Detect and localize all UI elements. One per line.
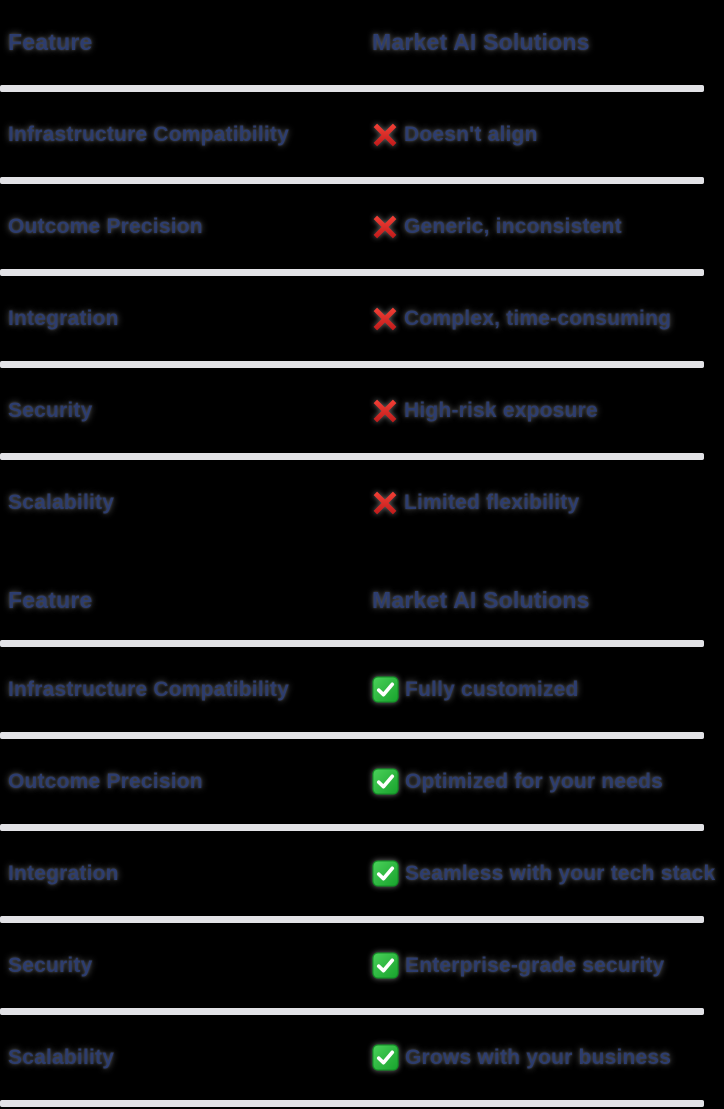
table-row	[0, 647, 724, 739]
feature-cell: Outcome Precision	[8, 769, 203, 793]
cross-mark-icon	[372, 214, 398, 240]
value-text: Fully customized	[405, 677, 579, 701]
header-solution: Market AI Solutions	[372, 586, 590, 613]
feature-cell: Outcome Precision	[8, 214, 203, 238]
table-header-row	[0, 560, 724, 647]
check-mark-icon	[372, 676, 399, 703]
value-text: Limited flexibility	[404, 490, 580, 514]
value-cell	[372, 398, 598, 424]
header-solution: Market AI Solutions	[372, 29, 590, 55]
feature-cell: Scalability	[8, 1045, 115, 1069]
value-text: Doesn't align	[404, 122, 538, 146]
cross-mark-icon	[372, 398, 398, 424]
comparison-table-negative	[0, 0, 724, 545]
table-row	[0, 923, 724, 1015]
value-cell	[372, 214, 622, 240]
feature-cell: Security	[8, 953, 93, 977]
value-text: Generic, inconsistent	[404, 214, 622, 238]
cross-mark-icon	[372, 306, 398, 332]
table-row	[0, 739, 724, 831]
check-mark-icon	[372, 952, 399, 979]
table-header-row	[0, 0, 724, 92]
table-row	[0, 92, 724, 184]
value-text: High-risk exposure	[404, 398, 598, 422]
check-mark-icon	[372, 768, 399, 795]
table-row	[0, 184, 724, 276]
table-row	[0, 1015, 724, 1107]
table-row	[0, 831, 724, 923]
value-text: Grows with your business	[405, 1045, 672, 1069]
value-text: Enterprise-grade security	[405, 953, 665, 977]
value-cell	[372, 860, 715, 887]
value-cell	[372, 490, 579, 516]
value-cell	[372, 768, 663, 795]
value-text: Optimized for your needs	[405, 769, 663, 793]
feature-cell: Scalability	[8, 490, 115, 514]
header-feature: Feature	[8, 29, 93, 55]
value-cell	[372, 122, 538, 148]
table-body	[0, 92, 724, 545]
feature-cell: Infrastructure Compatibility	[8, 122, 289, 146]
value-cell	[372, 952, 664, 979]
cross-mark-icon	[372, 122, 398, 148]
value-cell	[372, 676, 579, 703]
feature-cell: Integration	[8, 861, 119, 885]
value-text: Complex, time-consuming	[404, 306, 672, 330]
table-row	[0, 460, 724, 545]
value-cell	[372, 306, 671, 332]
value-cell	[372, 1044, 671, 1071]
table-body	[0, 647, 724, 1107]
table-row	[0, 368, 724, 460]
comparison-table-positive	[0, 560, 724, 1107]
feature-cell: Integration	[8, 306, 119, 330]
feature-cell: Infrastructure Compatibility	[8, 677, 289, 701]
check-mark-icon	[372, 860, 399, 887]
value-text: Seamless with your tech stack	[405, 861, 716, 885]
check-mark-icon	[372, 1044, 399, 1071]
feature-cell: Security	[8, 398, 93, 422]
header-feature: Feature	[8, 586, 93, 613]
cross-mark-icon	[372, 490, 398, 516]
table-row	[0, 276, 724, 368]
